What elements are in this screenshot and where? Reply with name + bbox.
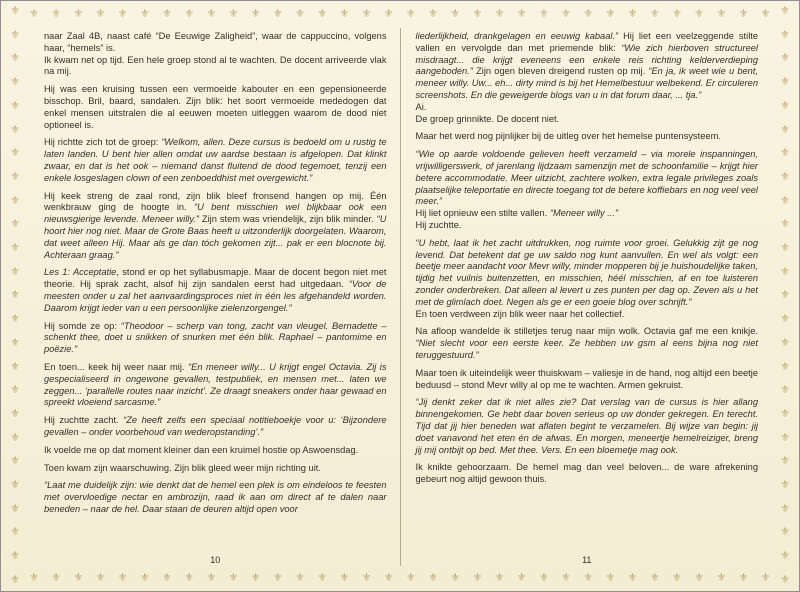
body-text: Zijn ogen bleven dreigend rusten op mij. [472,66,649,77]
fleur-de-lis-ornament-icon: ⚜ [780,194,790,207]
fleur-de-lis-ornament-icon: ⚜ [780,170,790,183]
fleur-de-lis-ornament-icon: ⚜ [361,7,372,20]
page-number-left: 10 [210,554,221,565]
paragraph [44,137,387,184]
fleur-de-lis-ornament-icon: ⚜ [10,550,20,563]
body-text: Hij was een kruising tussen een vermoeide kabouter en een gepensioneerde bisschop. Bril, baard, sandalen. Zijn blik: het soort vermoeide mededogen dat enkel mensen uitstralen die al eeuwen moeten uitleggen waarom de dood niet optioneel is. [44,84,387,130]
fleur-de-lis-ornament-icon: ⚜ [516,7,527,20]
paragraph [44,84,387,131]
fleur-de-lis-ornament-icon: ⚜ [561,7,571,20]
quoted-text: “Welkom, allen. Deze cursus is bedoeld om u rustig te laten landen. U bent hier allen omdat uw aardse bestaan is afgelopen. Dat klinkt zwaar, en dat is het ook – niemand danst fluitend de dood tegemoet, tenzij een enkele losgeslagen clown of een zenboeddhist met overgewicht.” [44,137,387,183]
fleur-de-lis-ornament-icon: ⚜ [10,123,20,136]
fleur-de-lis-ornament-icon: ⚜ [780,431,790,444]
paragraph [44,267,387,314]
fleur-de-lis-ornament-icon: ⚜ [295,571,305,584]
body-text: , stond er op het syllabusmapje. Maar de docent begon niet met theorie. Hij sprak zacht, alsof hij zijn sandalen eerst had uitgedaan. [44,267,387,290]
quoted-text: “Voor de meesten onder u zal het aanvaardingsproces niet in één les afgehandeld worden. Daarom krijgt ieder van u een persoonlijke zielenzorgengel.” [44,279,387,313]
fleur-de-lis-ornament-icon: ⚜ [10,99,20,112]
paragraph [416,326,759,361]
fleur-de-lis-ornament-icon: ⚜ [780,76,790,89]
fleur-de-lis-ornament-icon: ⚜ [184,7,195,20]
fleur-de-lis-ornament-icon: ⚜ [10,407,20,420]
fleur-de-lis-ornament-icon: ⚜ [716,7,727,20]
fleur-de-lis-ornament-icon: ⚜ [649,7,660,20]
paragraph [416,208,759,220]
border-ornament-left [6,6,24,586]
fleur-de-lis-ornament-icon: ⚜ [627,7,638,20]
fleur-de-lis-ornament-icon: ⚜ [760,7,771,20]
fleur-de-lis-ornament-icon: ⚜ [605,7,616,20]
fleur-de-lis-ornament-icon: ⚜ [228,7,239,20]
fleur-de-lis-ornament-icon: ⚜ [383,7,394,20]
quoted-text: “U hebt, laat ik het zacht uitdrukken, nog ruimte voor groei. Gelukkig zijt ge nog levend. Dat betekent dat ge uw saldo nog kunt aanvullen. En wel als volgt: een beetje meer aandacht voor Mevr willy, minder mopperen bij je huishoudelijke taken, tijdig het vuilnis buitenzetten, en misschien, héél misschien, af en toe luisteren zonder onderbreken. Dat alleen al levert u zes punten per dag op. Zeven als u het met de glimlach doet. Negen als ge er een goeie blog over schrijft.” [415,237,758,307]
fleur-de-lis-ornament-icon: ⚜ [780,502,790,515]
fleur-de-lis-ornament-icon: ⚜ [162,571,172,584]
fleur-de-lis-ornament-icon: ⚜ [361,571,372,584]
body-text: De groep grinnikte. De docent niet. [415,113,560,124]
fleur-de-lis-ornament-icon: ⚜ [583,571,594,584]
fleur-de-lis-ornament-icon: ⚜ [10,76,20,89]
fleur-de-lis-ornament-icon: ⚜ [295,7,305,20]
fleur-de-lis-ornament-icon: ⚜ [780,336,790,349]
fleur-de-lis-ornament-icon: ⚜ [10,289,20,302]
body-text: Hij somde ze op: [44,320,121,331]
fleur-de-lis-ornament-icon: ⚜ [780,218,790,231]
paragraph [44,362,387,409]
fleur-de-lis-ornament-icon: ⚜ [671,571,682,584]
paragraph [416,149,759,208]
paragraph [416,114,759,126]
fleur-de-lis-ornament-icon: ⚜ [760,571,771,584]
paragraph [44,31,387,55]
fleur-de-lis-ornament-icon: ⚜ [10,431,20,444]
fleur-de-lis-ornament-icon: ⚜ [780,28,790,41]
quoted-text: “Wie zich hierboven structureel misdraagt... die krijgt eveneens een enkele reis richting kelderverdieping aangeboden.” [415,42,758,77]
fleur-de-lis-ornament-icon: ⚜ [428,571,438,584]
page-number-right: 11 [582,554,592,565]
quoted-text: “Jij denkt zeker dat ik niet alles zie? Dat verslag van de cursus is hier allang binnengekomen. Ge hebt daar boven serieus op uw donder gekregen. En terecht. Tijd dat jij hier beneden wat aflaten begint te verzamelen. Bij wijze van begin: jij doet vanavond het eten én de afwas. En morgen, meneertje hemelreiziger, breng jij mij ontbijt op bed. Met thee. Vers. En een bloemetje mag ook. [415,397,758,455]
fleur-de-lis-ornament-icon: ⚜ [605,571,616,584]
page-right-text [416,31,759,492]
quoted-text: “Theodoor – scherp van tong, zacht van vleugel. Bernadette – schenkt thee, doet u snikken of snurken met één blik. Raphael – pantomime en poëzie.” [44,320,387,355]
fleur-de-lis-ornament-icon: ⚜ [428,7,438,20]
fleur-de-lis-ornament-icon: ⚜ [780,99,790,112]
body-text: Na afloop wandelde ik stilletjes terug naar mijn wolk. Octavia gaf me een knikje. [415,326,758,337]
fleur-de-lis-ornament-icon: ⚜ [29,7,39,20]
fleur-de-lis-ornament-icon: ⚜ [383,571,394,584]
fleur-de-lis-ornament-icon: ⚜ [780,479,790,492]
fleur-de-lis-ornament-icon: ⚜ [10,242,20,255]
page-left-text [44,31,387,522]
fleur-de-lis-ornament-icon: ⚜ [10,455,20,468]
quoted-text: “En ja, ik weet wie u bent, meneer willy. Uw... eh... dirty mind is bij het Hemelbestuur welbekend. Er circuleren screenshots. En die geweigerde blogs van u in dat forum daar, ... tja.” [415,66,759,100]
fleur-de-lis-ornament-icon: ⚜ [583,7,594,20]
body-text: Ik voelde me op dat moment kleiner dan een kruimel hostie op Aswoensdag. [44,444,359,455]
fleur-de-lis-ornament-icon: ⚜ [716,571,727,584]
border-ornament-top [29,5,771,23]
fleur-de-lis-ornament-icon: ⚜ [780,550,790,563]
page-spread [29,25,771,569]
fleur-de-lis-ornament-icon: ⚜ [10,573,20,586]
fleur-de-lis-ornament-icon: ⚜ [162,7,172,20]
fleur-de-lis-ornament-icon: ⚜ [73,7,84,20]
fleur-de-lis-ornament-icon: ⚜ [538,7,549,20]
fleur-de-lis-ornament-icon: ⚜ [117,571,128,584]
fleur-de-lis-ornament-icon: ⚜ [10,194,20,207]
quoted-text: “Meneer willy ...” [549,208,619,219]
fleur-de-lis-ornament-icon: ⚜ [738,7,749,20]
fleur-de-lis-ornament-icon: ⚜ [472,7,483,20]
fleur-de-lis-ornament-icon: ⚜ [405,571,416,584]
paragraph [416,131,759,143]
quoted-text: “Laat me duidelijk zijn: wie denkt dat de hemel een plek is om eindeloos te feesten met overvloedige nectar en ambrozijn, raad ik aan om direct af te dalen naar beneden – naar de hel. Daar staan de deuren altijd open voor [44,480,387,514]
fleur-de-lis-ornament-icon: ⚜ [649,571,660,584]
border-ornament-bottom [29,569,771,587]
fleur-de-lis-ornament-icon: ⚜ [51,571,62,584]
body-text: Ik kwam net op tijd. Een hele groep stond al te wachten. De docent arriveerde vlak na mij. [44,54,387,77]
fleur-de-lis-ornament-icon: ⚜ [780,242,790,255]
fleur-de-lis-ornament-icon: ⚜ [339,7,350,20]
fleur-de-lis-ornament-icon: ⚜ [694,7,705,20]
fleur-de-lis-ornament-icon: ⚜ [10,313,20,326]
fleur-de-lis-ornament-icon: ⚜ [317,571,328,584]
fleur-de-lis-ornament-icon: ⚜ [10,218,20,231]
fleur-de-lis-ornament-icon: ⚜ [780,384,790,397]
fleur-de-lis-ornament-icon: ⚜ [780,265,790,278]
fleur-de-lis-ornament-icon: ⚜ [450,571,461,584]
fleur-de-lis-ornament-icon: ⚜ [95,571,106,584]
fleur-de-lis-ornament-icon: ⚜ [117,7,128,20]
page-right [401,25,772,569]
fleur-de-lis-ornament-icon: ⚜ [317,7,328,20]
fleur-de-lis-ornament-icon: ⚜ [250,7,261,20]
fleur-de-lis-ornament-icon: ⚜ [780,455,790,468]
paragraph [44,415,387,439]
fleur-de-lis-ornament-icon: ⚜ [738,571,749,584]
fleur-de-lis-ornament-icon: ⚜ [73,571,84,584]
paragraph [416,368,759,392]
fleur-de-lis-ornament-icon: ⚜ [780,289,790,302]
fleur-de-lis-ornament-icon: ⚜ [780,123,790,136]
fleur-de-lis-ornament-icon: ⚜ [250,571,261,584]
fleur-de-lis-ornament-icon: ⚜ [272,571,283,584]
body-text: Ik knikte gehoorzaam. De hemel mag dan veel beloven... de ware afrekening gebeurt nog altijd gewoon thuis. [415,462,758,485]
quoted-text: “Wie op aarde voldoende gelieven heeft verzameld – via morele inspanningen, vrijwilligerswerk, of jarenlang lijdzaam samenzijn met de schoonfamilie – krijgt hier betere accommodatie. Meer uitzicht, zachtere wolken, extra legale privileges zoals plaatselijke teleportatie en directe toegang tot de betere koffiebars en nog veel veel meer.” [415,149,758,207]
body-text: Hij zuchtte zacht. [44,415,124,426]
body-text: Hij zuchtte. [415,219,462,230]
paragraph [416,238,759,309]
paragraph [416,309,759,321]
body-text: Ai. [415,101,427,112]
fleur-de-lis-ornament-icon: ⚜ [494,7,505,20]
fleur-de-lis-ornament-icon: ⚜ [29,571,39,584]
fleur-de-lis-ornament-icon: ⚜ [10,384,20,397]
paragraph [416,102,759,114]
paragraph [416,397,759,456]
quoted-text: “En meneer willy... U krijgt engel Octavia. Zij is gespecialiseerd in ongewone gevallen, testpubliek, en mensen met... laten we zeggen... ‘parallelle routes naar inzicht’. Ze draagt sneakers onder haar gewaad en spreekt vloeiend sarcasme.” [44,361,387,408]
quoted-text: “Niet slecht voor een eerste keer. Ze hebben uw gsm al eens bijna nog niet teruggestuurd.” [415,338,758,360]
body-text: En toen verdween zijn blik weer naar het collectief. [415,308,625,319]
body-text: Hij liet een veelzeggende stilte vallen en vervolgde dan met priemende blik: [415,31,759,53]
quoted-text: “U bent misschien wel blijkbaar ook een nieuwsgierige levende. Meneer willy.” [44,202,387,225]
fleur-de-lis-ornament-icon: ⚜ [10,28,20,41]
paragraph [44,191,387,262]
fleur-de-lis-ornament-icon: ⚜ [10,360,20,373]
fleur-de-lis-ornament-icon: ⚜ [10,170,20,183]
fleur-de-lis-ornament-icon: ⚜ [10,526,20,539]
fleur-de-lis-ornament-icon: ⚜ [538,571,549,584]
fleur-de-lis-ornament-icon: ⚜ [10,265,20,278]
fleur-de-lis-ornament-icon: ⚜ [206,7,217,20]
paragraph [416,220,759,232]
fleur-de-lis-ornament-icon: ⚜ [10,336,20,349]
fleur-de-lis-ornament-icon: ⚜ [272,7,283,20]
body-text: naar Zaal 4B, naast café “De Eeuwige Zaligheid”, waar de cappuccino, volgens haar, “hemels” is. [44,31,387,53]
fleur-de-lis-ornament-icon: ⚜ [780,573,790,586]
fleur-de-lis-ornament-icon: ⚜ [780,407,790,420]
body-text: Hij keek streng de zaal rond, zijn blik bleef fronsend hangen op mij. Één wenkbrauw ging de hoogte in. [44,190,387,213]
fleur-de-lis-ornament-icon: ⚜ [450,7,461,20]
paragraph [44,463,387,475]
quoted-text: Les 1: Acceptatie [44,267,117,278]
page-left [29,25,400,569]
fleur-de-lis-ornament-icon: ⚜ [10,52,20,65]
paragraph [44,480,387,515]
fleur-de-lis-ornament-icon: ⚜ [780,526,790,539]
fleur-de-lis-ornament-icon: ⚜ [671,7,682,20]
fleur-de-lis-ornament-icon: ⚜ [627,571,638,584]
body-text: Toen kwam zijn waarschuwing. Zijn blik gleed weer mijn richting uit. [44,462,321,473]
quoted-text: “Ze heeft zelfs een speciaal notitieboekje voor u: ‘Bijzondere gevallen – onder voorbehoud van wederopstanding’.” [44,415,387,437]
fleur-de-lis-ornament-icon: ⚜ [339,571,350,584]
body-text: Maar het werd nog pijnlijker bij de uitleg over het hemelse puntensysteem. [415,131,721,142]
quoted-text: liederlijkheid, drankgelagen en eeuwig kabaal.” [415,31,619,41]
fleur-de-lis-ornament-icon: ⚜ [516,571,527,584]
fleur-de-lis-ornament-icon: ⚜ [472,571,483,584]
paragraph [44,445,387,457]
fleur-de-lis-ornament-icon: ⚜ [95,7,106,20]
fleur-de-lis-ornament-icon: ⚜ [228,571,239,584]
body-text: Hij liet opnieuw een stilte vallen. [415,208,550,219]
fleur-de-lis-ornament-icon: ⚜ [184,571,195,584]
fleur-de-lis-ornament-icon: ⚜ [780,52,790,65]
fleur-de-lis-ornament-icon: ⚜ [139,7,150,20]
body-text: Zijn stem was vriendelijk, zijn blik minder. [198,214,377,225]
fleur-de-lis-ornament-icon: ⚜ [780,360,790,373]
border-ornament-right [776,6,794,586]
fleur-de-lis-ornament-icon: ⚜ [10,479,20,492]
paragraph [44,321,387,356]
body-text: En toen... keek hij weer naar mij. [44,361,189,372]
paragraph [416,31,759,102]
paragraph [416,462,759,486]
fleur-de-lis-ornament-icon: ⚜ [51,7,62,20]
fleur-de-lis-ornament-icon: ⚜ [10,147,20,160]
fleur-de-lis-ornament-icon: ⚜ [561,571,571,584]
fleur-de-lis-ornament-icon: ⚜ [206,571,217,584]
fleur-de-lis-ornament-icon: ⚜ [780,147,790,160]
quoted-text: “U hoort hier nog niet. Maar de Grote Baas heeft u uitzonderlijk doorgelaten. Waarom, dat weet alleen Hij. Maar als ge dan tóch gekomen zijt... pak er een blocnote bij. Achteraan graag.” [44,214,387,260]
fleur-de-lis-ornament-icon: ⚜ [780,313,790,326]
body-text: Maar toen ik uiteindelijk weer thuiskwam – valiesje in de hand, nog altijd een beetje beduusd – stond Mevr willy al op me te wachten. Armen gekruist. [415,367,758,390]
fleur-de-lis-ornament-icon: ⚜ [10,502,20,515]
body-text: Hij richtte zich tot de groep: [44,137,162,148]
fleur-de-lis-ornament-icon: ⚜ [139,571,150,584]
fleur-de-lis-ornament-icon: ⚜ [10,5,20,17]
fleur-de-lis-ornament-icon: ⚜ [780,5,790,17]
paragraph [44,55,387,79]
fleur-de-lis-ornament-icon: ⚜ [494,571,505,584]
fleur-de-lis-ornament-icon: ⚜ [405,7,416,20]
fleur-de-lis-ornament-icon: ⚜ [694,571,705,584]
